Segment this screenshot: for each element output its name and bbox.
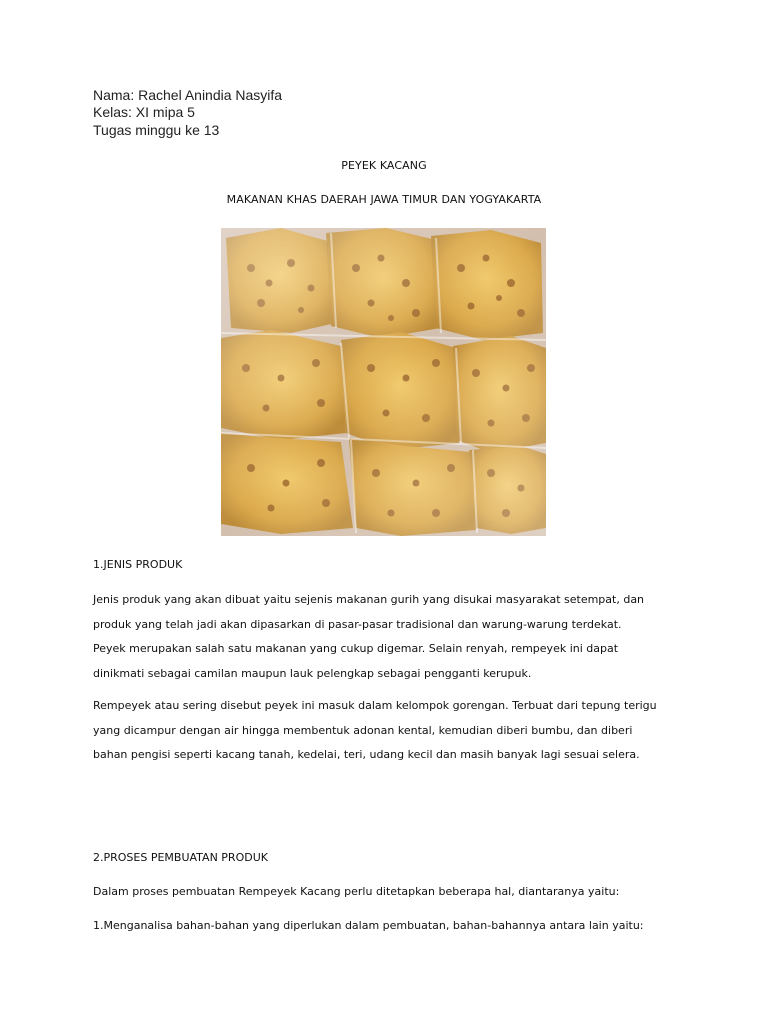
text-line: Jenis produk yang akan dibuat yaitu sejenis makanan gurih yang disukai masyarakat setempat, dan xyxy=(93,593,645,606)
section-heading-proses-pembuatan: 2.PROSES PEMBUATAN PRODUK xyxy=(93,851,268,864)
text-line: bahan pengisi seperti kacang tanah, kedelai, teri, udang kecil dan masih banyak lagi sesuai selera. xyxy=(93,748,640,761)
text-line: Peyek merupakan salah satu makanan yang cukup digemar. Selain renyah, rempeyek ini dapat xyxy=(93,642,619,655)
section-heading-jenis-produk: 1.JENIS PRODUK xyxy=(93,558,183,571)
student-name: Nama: Rachel Anindia Nasyifa xyxy=(93,87,283,103)
student-class: Kelas: XI mipa 5 xyxy=(93,104,195,120)
paragraph-proses-intro: Dalam proses pembuatan Rempeyek Kacang perlu ditetapkan beberapa hal, diantaranya yaitu: xyxy=(93,885,620,898)
paragraph-step-1: 1.Menganalisa bahan-bahan yang diperlukan dalam pembuatan, bahan-bahannya antara lain yaitu: xyxy=(93,919,644,932)
document-title: PEYEK KACANG xyxy=(341,159,427,172)
paragraph-rempeyek xyxy=(93,694,693,768)
text-line: Rempeyek atau sering disebut peyek ini masuk dalam kelompok gorengan. Terbuat dari tepung terigu xyxy=(93,699,657,712)
text-line: dinikmati sebagai camilan maupun lauk pelengkap sebagai pengganti kerupuk. xyxy=(93,666,532,680)
text-line: yang dicampur dengan air hingga membentuk adonan kental, kemudian diberi bumbu, dan diberi xyxy=(93,723,633,737)
assignment-week: Tugas minggu ke 13 xyxy=(93,122,220,138)
document-subtitle: MAKANAN KHAS DAERAH JAWA TIMUR DAN YOGYAKARTA xyxy=(226,193,542,206)
paragraph-jenis-produk xyxy=(93,588,693,686)
text-line: produk yang telah jadi akan dipasarkan di pasar-pasar tradisional dan warung-warung terdekat. xyxy=(93,617,622,631)
peyek-kacang-photo xyxy=(221,228,546,536)
